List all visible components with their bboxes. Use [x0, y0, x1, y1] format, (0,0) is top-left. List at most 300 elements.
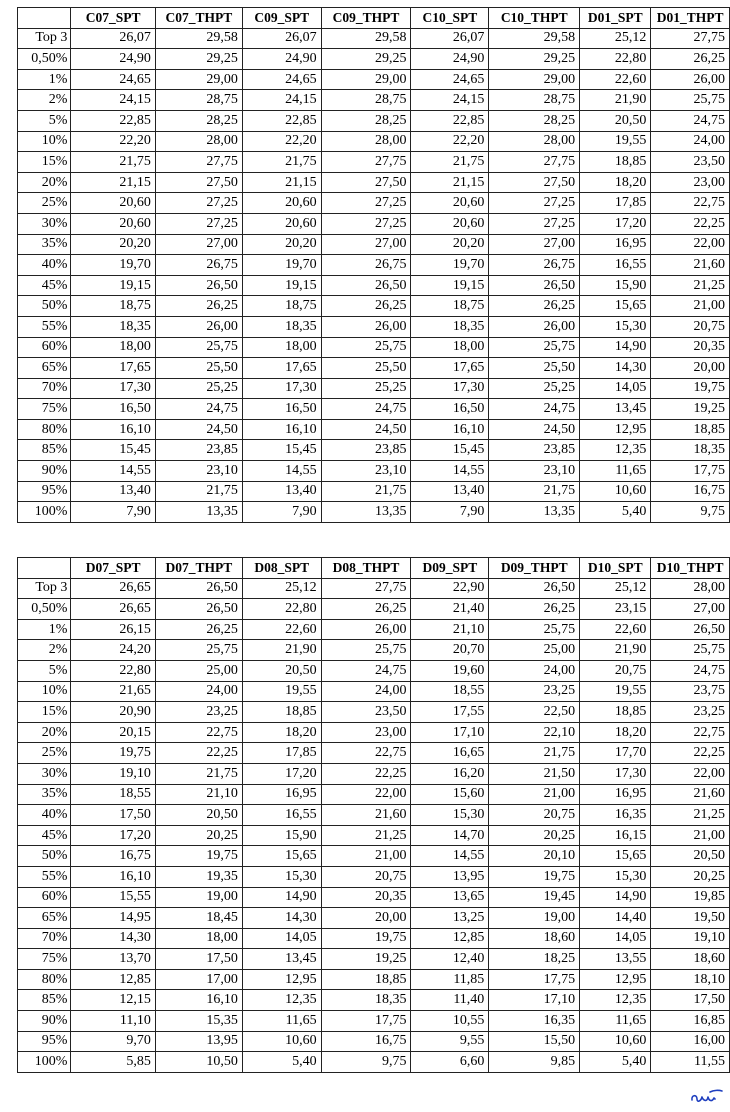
- table-row: [18, 990, 730, 1011]
- score-cell: 21,25: [321, 825, 411, 846]
- score-cell: 28,00: [651, 578, 730, 599]
- score-cell: 26,00: [489, 316, 580, 337]
- score-cell: 21,75: [411, 152, 489, 173]
- score-cell: 14,05: [242, 928, 321, 949]
- score-cell: 25,25: [155, 378, 242, 399]
- score-cell: 27,00: [651, 599, 730, 620]
- score-cell: 25,75: [651, 640, 730, 661]
- score-cell: 16,15: [580, 825, 651, 846]
- table-row: [18, 234, 730, 255]
- score-cell: 15,30: [580, 866, 651, 887]
- score-cell: 21,75: [71, 152, 155, 173]
- score-cell: 23,10: [489, 461, 580, 482]
- score-cell: 7,90: [71, 502, 155, 523]
- table-row: [18, 578, 730, 599]
- score-cell: 29,00: [489, 69, 580, 90]
- table-body: [18, 578, 730, 1072]
- score-cell: 17,30: [580, 763, 651, 784]
- score-cell: 15,90: [242, 825, 321, 846]
- score-cell: 25,12: [242, 578, 321, 599]
- score-cell: 11,55: [651, 1052, 730, 1073]
- score-table-1: [17, 7, 730, 523]
- score-cell: 20,50: [242, 660, 321, 681]
- score-cell: 29,25: [155, 49, 242, 70]
- score-cell: 15,65: [580, 846, 651, 867]
- score-cell: 21,10: [411, 619, 489, 640]
- row-label: 100%: [18, 502, 71, 523]
- score-cell: 26,25: [155, 619, 242, 640]
- score-cell: 29,58: [321, 28, 411, 49]
- score-cell: 25,75: [155, 640, 242, 661]
- score-cell: 19,55: [242, 681, 321, 702]
- score-cell: 18,75: [71, 296, 155, 317]
- score-cell: 12,40: [411, 949, 489, 970]
- score-cell: 18,00: [242, 337, 321, 358]
- score-cell: 20,35: [321, 887, 411, 908]
- score-cell: 25,00: [489, 640, 580, 661]
- table-row: [18, 949, 730, 970]
- row-label: 65%: [18, 908, 71, 929]
- score-cell: 19,15: [242, 275, 321, 296]
- score-cell: 21,60: [651, 784, 730, 805]
- row-label: 35%: [18, 784, 71, 805]
- score-cell: 25,50: [155, 358, 242, 379]
- score-cell: 14,55: [411, 846, 489, 867]
- score-cell: 12,95: [242, 969, 321, 990]
- score-cell: 26,50: [155, 599, 242, 620]
- score-cell: 14,30: [580, 358, 651, 379]
- row-label: 60%: [18, 887, 71, 908]
- score-cell: 24,65: [242, 69, 321, 90]
- score-cell: 18,35: [71, 316, 155, 337]
- score-cell: 22,20: [71, 131, 155, 152]
- score-cell: 11,65: [242, 1011, 321, 1032]
- score-cell: 20,60: [242, 213, 321, 234]
- score-cell: 27,50: [489, 172, 580, 193]
- score-cell: 12,15: [71, 990, 155, 1011]
- score-cell: 11,65: [580, 1011, 651, 1032]
- row-label: 10%: [18, 131, 71, 152]
- score-cell: 11,85: [411, 969, 489, 990]
- table-row: [18, 316, 730, 337]
- score-cell: 13,95: [155, 1031, 242, 1052]
- table-row: [18, 1052, 730, 1073]
- score-cell: 5,85: [71, 1052, 155, 1073]
- score-cell: 16,10: [242, 419, 321, 440]
- table-row: [18, 172, 730, 193]
- row-label: 40%: [18, 805, 71, 826]
- score-cell: 17,85: [580, 193, 651, 214]
- row-label: 30%: [18, 213, 71, 234]
- score-cell: 12,35: [580, 440, 651, 461]
- row-label: 15%: [18, 152, 71, 173]
- score-cell: 22,60: [580, 69, 651, 90]
- score-cell: 14,90: [580, 887, 651, 908]
- column-header: C10_THPT: [489, 8, 580, 29]
- row-label: 30%: [18, 763, 71, 784]
- score-cell: 24,00: [155, 681, 242, 702]
- row-label: 75%: [18, 399, 71, 420]
- score-cell: 24,15: [411, 90, 489, 111]
- score-cell: 22,80: [71, 660, 155, 681]
- score-cell: 23,10: [155, 461, 242, 482]
- score-cell: 5,40: [580, 502, 651, 523]
- table-row: [18, 461, 730, 482]
- row-label: 45%: [18, 825, 71, 846]
- score-cell: 22,60: [242, 619, 321, 640]
- score-cell: 13,65: [411, 887, 489, 908]
- score-cell: 26,65: [71, 599, 155, 620]
- score-cell: 29,00: [321, 69, 411, 90]
- score-cell: 23,00: [651, 172, 730, 193]
- score-cell: 16,50: [242, 399, 321, 420]
- score-cell: 9,85: [489, 1052, 580, 1073]
- row-label: 55%: [18, 866, 71, 887]
- score-cell: 22,85: [71, 110, 155, 131]
- score-cell: 21,75: [489, 743, 580, 764]
- score-cell: 9,70: [71, 1031, 155, 1052]
- score-cell: 14,90: [242, 887, 321, 908]
- score-cell: 17,50: [71, 805, 155, 826]
- score-cell: 27,00: [489, 234, 580, 255]
- table-body: [18, 28, 730, 522]
- score-table-2: [17, 557, 730, 1073]
- score-cell: 15,65: [242, 846, 321, 867]
- score-cell: 28,00: [489, 131, 580, 152]
- score-cell: 13,25: [411, 908, 489, 929]
- column-header: D10_SPT: [580, 558, 651, 579]
- score-cell: 24,75: [321, 660, 411, 681]
- score-cell: 22,80: [242, 599, 321, 620]
- score-cell: 22,75: [321, 743, 411, 764]
- row-label: 25%: [18, 743, 71, 764]
- row-label: 80%: [18, 419, 71, 440]
- table-row: [18, 131, 730, 152]
- score-cell: 24,90: [71, 49, 155, 70]
- score-cell: 11,65: [580, 461, 651, 482]
- score-cell: 20,60: [242, 193, 321, 214]
- score-cell: 20,00: [321, 908, 411, 929]
- score-cell: 25,75: [651, 90, 730, 111]
- score-cell: 21,25: [651, 805, 730, 826]
- score-cell: 10,50: [155, 1052, 242, 1073]
- score-cell: 26,50: [489, 275, 580, 296]
- row-label: 35%: [18, 234, 71, 255]
- score-cell: 23,25: [489, 681, 580, 702]
- table-row: [18, 825, 730, 846]
- score-cell: 21,65: [71, 681, 155, 702]
- score-cell: 15,35: [155, 1011, 242, 1032]
- score-cell: 10,55: [411, 1011, 489, 1032]
- score-cell: 24,75: [651, 660, 730, 681]
- table-row: [18, 275, 730, 296]
- table-row: [18, 481, 730, 502]
- score-cell: 29,58: [155, 28, 242, 49]
- score-cell: 21,90: [580, 640, 651, 661]
- score-cell: 19,75: [71, 743, 155, 764]
- score-cell: 15,60: [411, 784, 489, 805]
- score-cell: 16,10: [71, 419, 155, 440]
- score-cell: 21,00: [651, 296, 730, 317]
- score-cell: 22,00: [651, 763, 730, 784]
- score-cell: 26,25: [651, 49, 730, 70]
- score-cell: 18,25: [489, 949, 580, 970]
- score-cell: 17,30: [71, 378, 155, 399]
- row-label: 2%: [18, 640, 71, 661]
- score-cell: 19,75: [489, 866, 580, 887]
- table-row: [18, 296, 730, 317]
- score-cell: 13,95: [411, 866, 489, 887]
- score-cell: 14,30: [71, 928, 155, 949]
- score-cell: 26,25: [155, 296, 242, 317]
- table-row: [18, 358, 730, 379]
- score-cell: 20,15: [71, 722, 155, 743]
- score-cell: 16,10: [71, 866, 155, 887]
- score-cell: 11,40: [411, 990, 489, 1011]
- score-cell: 18,35: [321, 990, 411, 1011]
- table-header: [18, 8, 730, 29]
- score-cell: 27,00: [155, 234, 242, 255]
- score-cell: 29,25: [489, 49, 580, 70]
- score-cell: 19,15: [411, 275, 489, 296]
- score-cell: 17,55: [411, 702, 489, 723]
- score-cell: 13,55: [580, 949, 651, 970]
- score-cell: 20,20: [411, 234, 489, 255]
- score-cell: 24,75: [155, 399, 242, 420]
- score-cell: 24,90: [242, 49, 321, 70]
- score-cell: 9,75: [651, 502, 730, 523]
- score-cell: 27,75: [321, 152, 411, 173]
- score-cell: 25,50: [489, 358, 580, 379]
- score-cell: 27,25: [321, 213, 411, 234]
- score-cell: 16,75: [71, 846, 155, 867]
- table-row: [18, 846, 730, 867]
- score-cell: 23,50: [321, 702, 411, 723]
- score-cell: 24,15: [71, 90, 155, 111]
- score-cell: 25,75: [155, 337, 242, 358]
- score-cell: 18,35: [651, 440, 730, 461]
- score-cell: 26,07: [242, 28, 321, 49]
- score-cell: 14,55: [411, 461, 489, 482]
- score-cell: 17,65: [411, 358, 489, 379]
- score-cell: 19,15: [71, 275, 155, 296]
- score-cell: 26,00: [155, 316, 242, 337]
- row-label: 15%: [18, 702, 71, 723]
- score-cell: 19,10: [651, 928, 730, 949]
- score-cell: 17,20: [242, 763, 321, 784]
- score-cell: 20,00: [651, 358, 730, 379]
- score-cell: 13,35: [321, 502, 411, 523]
- score-cell: 21,00: [651, 825, 730, 846]
- score-cell: 17,20: [580, 213, 651, 234]
- score-cell: 20,60: [71, 193, 155, 214]
- score-cell: 18,00: [155, 928, 242, 949]
- score-cell: 25,75: [489, 619, 580, 640]
- score-cell: 14,55: [242, 461, 321, 482]
- score-cell: 22,85: [411, 110, 489, 131]
- column-header: C10_SPT: [411, 8, 489, 29]
- score-cell: 16,00: [651, 1031, 730, 1052]
- score-cell: 25,00: [155, 660, 242, 681]
- column-header: C09_SPT: [242, 8, 321, 29]
- score-cell: 16,65: [411, 743, 489, 764]
- header-row: [18, 8, 730, 29]
- score-cell: 19,60: [411, 660, 489, 681]
- score-cell: 19,55: [580, 131, 651, 152]
- score-cell: 16,50: [411, 399, 489, 420]
- score-cell: 23,75: [651, 681, 730, 702]
- column-header: D01_THPT: [651, 8, 730, 29]
- score-cell: 20,50: [580, 110, 651, 131]
- score-cell: 28,25: [321, 110, 411, 131]
- row-label: 10%: [18, 681, 71, 702]
- score-cell: 14,90: [580, 337, 651, 358]
- score-cell: 21,75: [489, 481, 580, 502]
- table-row: [18, 213, 730, 234]
- score-cell: 11,10: [71, 1011, 155, 1032]
- score-cell: 24,50: [489, 419, 580, 440]
- score-cell: 23,85: [155, 440, 242, 461]
- score-cell: 21,10: [155, 784, 242, 805]
- score-cell: 23,15: [580, 599, 651, 620]
- score-cell: 24,90: [411, 49, 489, 70]
- score-cell: 23,85: [321, 440, 411, 461]
- table-row: [18, 681, 730, 702]
- table-row: [18, 640, 730, 661]
- score-cell: 22,50: [489, 702, 580, 723]
- table-row: [18, 763, 730, 784]
- score-cell: 18,85: [242, 702, 321, 723]
- score-cell: 22,85: [242, 110, 321, 131]
- score-cell: 28,75: [321, 90, 411, 111]
- score-cell: 12,35: [242, 990, 321, 1011]
- table-row: [18, 805, 730, 826]
- table-row: [18, 110, 730, 131]
- score-cell: 18,60: [651, 949, 730, 970]
- row-label: 95%: [18, 1031, 71, 1052]
- column-header: D07_SPT: [71, 558, 155, 579]
- score-cell: 24,50: [155, 419, 242, 440]
- score-cell: 21,40: [411, 599, 489, 620]
- score-cell: 24,00: [651, 131, 730, 152]
- table-row: [18, 743, 730, 764]
- score-cell: 17,20: [71, 825, 155, 846]
- score-cell: 27,50: [155, 172, 242, 193]
- score-cell: 22,00: [321, 784, 411, 805]
- score-cell: 28,75: [489, 90, 580, 111]
- score-cell: 22,60: [580, 619, 651, 640]
- score-cell: 19,85: [651, 887, 730, 908]
- score-cell: 27,75: [321, 578, 411, 599]
- header-row: [18, 558, 730, 579]
- score-cell: 15,30: [580, 316, 651, 337]
- score-cell: 19,25: [321, 949, 411, 970]
- score-cell: 13,40: [411, 481, 489, 502]
- score-cell: 15,45: [242, 440, 321, 461]
- score-cell: 26,50: [155, 578, 242, 599]
- score-cell: 26,00: [321, 316, 411, 337]
- score-cell: 25,75: [321, 640, 411, 661]
- score-cell: 12,95: [580, 419, 651, 440]
- score-cell: 26,50: [321, 275, 411, 296]
- row-label: 70%: [18, 928, 71, 949]
- table-row: [18, 722, 730, 743]
- score-cell: 17,75: [489, 969, 580, 990]
- score-cell: 24,65: [71, 69, 155, 90]
- score-cell: 28,25: [489, 110, 580, 131]
- score-cell: 27,25: [155, 193, 242, 214]
- score-cell: 17,75: [651, 461, 730, 482]
- score-cell: 26,15: [71, 619, 155, 640]
- score-cell: 24,65: [411, 69, 489, 90]
- score-cell: 23,25: [651, 702, 730, 723]
- score-cell: 15,30: [411, 805, 489, 826]
- score-cell: 23,50: [651, 152, 730, 173]
- score-cell: 27,75: [651, 28, 730, 49]
- score-cell: 20,25: [155, 825, 242, 846]
- row-label: 60%: [18, 337, 71, 358]
- row-label: 1%: [18, 69, 71, 90]
- score-cell: 18,55: [411, 681, 489, 702]
- score-cell: 16,10: [155, 990, 242, 1011]
- score-cell: 13,35: [489, 502, 580, 523]
- table-row: [18, 152, 730, 173]
- score-cell: 18,75: [242, 296, 321, 317]
- row-label: 50%: [18, 846, 71, 867]
- handwritten-signature-icon: [688, 1086, 724, 1108]
- score-cell: 18,85: [580, 702, 651, 723]
- score-cell: 13,45: [580, 399, 651, 420]
- corner-header-cell: [18, 8, 71, 29]
- score-cell: 27,25: [489, 213, 580, 234]
- score-cell: 26,50: [489, 578, 580, 599]
- score-cell: 18,00: [411, 337, 489, 358]
- score-cell: 26,75: [489, 255, 580, 276]
- table-row: [18, 866, 730, 887]
- score-cell: 27,75: [155, 152, 242, 173]
- table-row: [18, 337, 730, 358]
- table-row: [18, 908, 730, 929]
- score-cell: 22,75: [651, 193, 730, 214]
- score-cell: 22,90: [411, 578, 489, 599]
- score-cell: 17,85: [242, 743, 321, 764]
- score-cell: 19,70: [242, 255, 321, 276]
- score-cell: 21,75: [321, 481, 411, 502]
- score-cell: 26,25: [489, 296, 580, 317]
- table-row: [18, 619, 730, 640]
- score-cell: 25,50: [321, 358, 411, 379]
- score-cell: 26,75: [321, 255, 411, 276]
- score-cell: 15,90: [580, 275, 651, 296]
- score-cell: 15,45: [71, 440, 155, 461]
- score-cell: 22,25: [651, 743, 730, 764]
- score-cell: 21,15: [242, 172, 321, 193]
- score-cell: 25,12: [580, 578, 651, 599]
- score-cell: 16,95: [242, 784, 321, 805]
- score-cell: 5,40: [242, 1052, 321, 1073]
- score-cell: 24,75: [321, 399, 411, 420]
- score-cell: 24,20: [71, 640, 155, 661]
- score-cell: 16,95: [580, 234, 651, 255]
- score-cell: 17,75: [321, 1011, 411, 1032]
- row-label: 45%: [18, 275, 71, 296]
- score-cell: 21,00: [489, 784, 580, 805]
- score-cell: 20,60: [411, 213, 489, 234]
- row-label: 85%: [18, 990, 71, 1011]
- score-cell: 22,20: [242, 131, 321, 152]
- score-cell: 20,35: [651, 337, 730, 358]
- score-cell: 15,50: [489, 1031, 580, 1052]
